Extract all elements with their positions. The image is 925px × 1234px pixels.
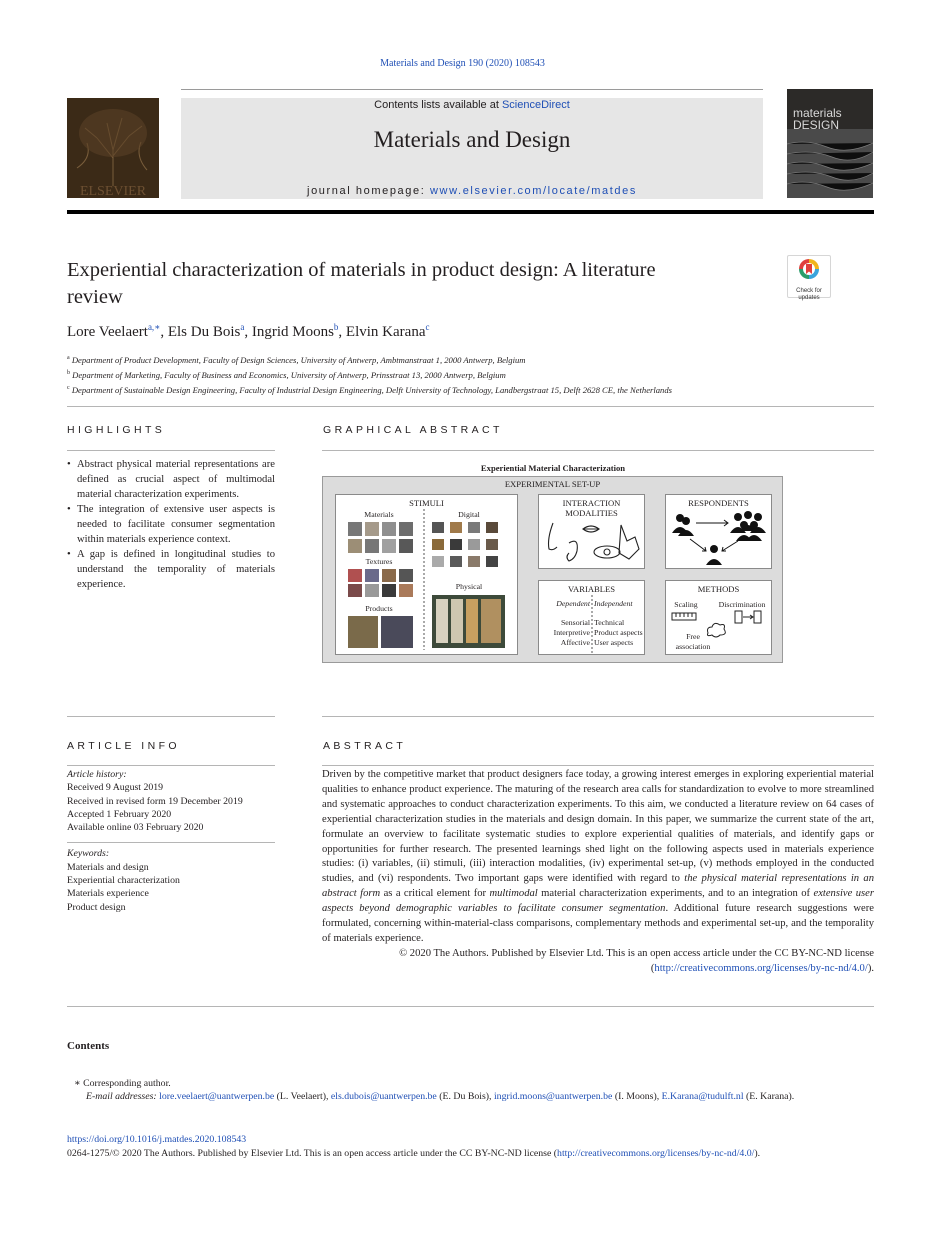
dependent-item: Sensorial	[560, 618, 590, 627]
sciencedirect-link[interactable]: ScienceDirect	[501, 99, 570, 111]
author-affil-link[interactable]: a	[240, 322, 245, 332]
journal-reference[interactable]: Materials and Design 190 (2020) 108543	[380, 58, 545, 69]
author-name: Elvin Karana	[345, 324, 426, 340]
keyword: Product design	[67, 901, 126, 913]
email-link[interactable]: ingrid.moons@uantwerpen.be	[493, 1091, 613, 1102]
svg-text:materials: materials	[793, 106, 842, 120]
history-item: Accepted 1 February 2020	[67, 808, 172, 820]
crossmark-label-2: updates	[798, 295, 820, 301]
free-association-label-2: association	[675, 642, 711, 651]
footer-license-link[interactable]: http://creativecommons.org/licenses/by-nc-nd/4.0/	[557, 1148, 755, 1159]
issn-line: 0264-1275/© 2020 The Authors. Published by Elsevier Ltd. This is an open access article under the CC BY-NC-ND license (http://creativecommons.org/licenses/by-nc-nd/4.0/).	[67, 1148, 761, 1159]
abstract-heading: ABSTRACT	[323, 740, 407, 752]
respondents-title: RESPONDENTS	[688, 498, 749, 508]
mouth-icon	[583, 526, 599, 532]
elsevier-wordmark: ELSEVIER	[79, 184, 147, 198]
materials-label: Materials	[364, 510, 394, 519]
journal-title: Materials and Design	[373, 127, 571, 152]
divider	[67, 765, 275, 766]
variables-divider	[590, 595, 594, 655]
abstract-copyright: © 2020 The Authors. Published by Elsevier Ltd. This is an open access article under the CC BY-NC-ND license (http://creativecommons.org/licenses/by-nc-nd/4.0/).	[399, 947, 874, 974]
discrimination-label: Discrimination	[718, 600, 766, 609]
people-icons	[666, 509, 771, 568]
divider	[67, 406, 874, 407]
crossmark-badge[interactable]	[787, 255, 831, 301]
highlight-item: • Abstract physical material representations are defined as crucial aspect of multimodal material characterization experiments.	[67, 457, 275, 502]
article-info	[67, 768, 275, 914]
thought-cloud-icon	[708, 623, 726, 637]
email-link[interactable]: lore.veelaert@uantwerpen.be	[159, 1091, 275, 1102]
eye-icon	[594, 546, 620, 558]
box-icon	[735, 611, 742, 623]
highlight-item: • A gap is defined in longitudinal studies to understand the temporality of materials experience.	[67, 547, 275, 592]
physical-label: Physical	[455, 582, 483, 591]
methods-panel	[665, 580, 772, 655]
textures-label: Textures	[365, 557, 393, 566]
journal-cover-image[interactable]	[787, 89, 873, 198]
history-item: Received in revised form 19 December 2019	[67, 795, 243, 807]
senses-icons	[539, 519, 644, 568]
nose-icon	[549, 523, 558, 550]
history-item: Available online 03 February 2020	[67, 822, 204, 834]
keyword: Experiential characterization	[67, 875, 180, 887]
independent-item: Technical	[594, 618, 625, 627]
author-affil-link[interactable]: a,∗	[147, 322, 161, 332]
affiliation-item: $^a$ Department of Product Development, Faculty of Design Sciences, University of Antwerp, Ambtmanstraat 1, 2000 Antwerp, Belgium	[67, 354, 526, 365]
keywords-label: Keywords:	[67, 848, 110, 860]
independent-item: User aspects	[594, 638, 634, 647]
methods-title: METHODS	[697, 584, 740, 594]
figure-title: Experiential Material Characterization	[480, 463, 626, 473]
stimuli-title: STIMULI	[409, 498, 444, 508]
author-name: Ingrid Moons	[251, 324, 334, 340]
divider	[322, 716, 874, 717]
header-bottom-rule	[67, 210, 874, 214]
author-affil-link[interactable]: b	[333, 322, 339, 332]
hand-icon	[619, 525, 639, 559]
crossmark-icon	[798, 258, 820, 282]
contents-heading: Contents	[67, 1040, 110, 1052]
email-addresses: E-mail addresses: lore.veelaert@uantwerpen.be (L. Veelaert), els.dubois@uantwerpen.be (E. Du Bois), ingrid.moons@uantwerpen.be (I. Moons), E.Karana@tudulft.nl (E. Karana).	[86, 1091, 795, 1102]
interaction-title-1: INTERACTION	[562, 498, 621, 508]
ear-icon	[567, 541, 577, 561]
corresponding-author-note: ∗ Corresponding author.	[74, 1078, 171, 1089]
keyword: Materials and design	[67, 861, 149, 873]
independent-label: Independent	[594, 599, 633, 608]
divider	[322, 450, 874, 451]
highlights-list	[67, 457, 275, 592]
author-name: Lore Veelaert	[67, 324, 148, 340]
products-label: Products	[365, 604, 393, 613]
homepage-link[interactable]: www.elsevier.com/locate/matdes	[430, 185, 637, 197]
scaling-label: Scaling	[674, 600, 698, 609]
highlights-heading: HIGHLIGHTS	[67, 424, 166, 436]
free-association-label-1: Free	[686, 632, 700, 641]
interaction-panel	[538, 494, 645, 569]
dependent-label: Dependent	[556, 599, 590, 608]
email-link[interactable]: els.dubois@uantwerpen.be	[330, 1091, 437, 1102]
variables-title: VARIABLES	[567, 584, 616, 594]
license-link[interactable]: http://creativecommons.org/licenses/by-nc-nd/4.0/	[654, 962, 868, 974]
divider	[67, 1006, 874, 1007]
keyword: Materials experience	[67, 888, 149, 900]
doi-line[interactable]	[67, 1134, 246, 1145]
affiliations	[67, 352, 874, 397]
author-list: Lore Veelaert$^{a,∗}$, Els Du Bois$^a$, Ingrid Moons$^b$, Elvin Karana$^c$	[67, 322, 430, 340]
doi-link[interactable]: https://doi.org/10.1016/j.matdes.2020.108543	[67, 1134, 247, 1145]
divider	[322, 765, 874, 766]
abstract-body: Driven by the competitive market that product designers face today, a growing interest emerges in exploring experiential material qualities to enhance product experience. The maturing of the research area calls for standardization to evolve to more streamlined and systematic approaches to conduct characterization experiments. To this aim, we conducted a literature review on 64 cases of experiential characterization studies in the materials and design domain. In this paper, we summarize the current state of the art, formulate an overview to facilitate systematic studies to explore experiential qualities of materials, and identify gaps or opportunities for further research. The presented learnings shed light on the following aspects used in materials experience studies: (i) variables, (ii) stimuli, (iii) interaction modalities, (iv) experimental set-up, (v) methods employed in the conducted studies, and (vi) respondents. Two important gaps were identified with regard to the physical material representations in an abstract form as a critical element for multimodal material characterization experiments, and to an integration of extensive user aspects beyond demographic variables to facilitate consumer segmentation. Additional future research suggestions were formulated, concerning within-material-class comparisons, complementary methods and experimental set-up, and the temporality of materials experience. © 2020 The Authors. Published by Elsevier Ltd. This is an open access article under the CC BY-NC-ND license (http://creativecommons.org/licenses/by-nc-nd/4.0/).	[322, 768, 874, 977]
stimuli-panel	[335, 494, 518, 655]
elsevier-tree-image	[67, 98, 159, 198]
figure-setup-label: EXPERIMENTAL SET-UP	[504, 479, 601, 489]
divider	[67, 450, 275, 451]
independent-item: Product aspects	[594, 628, 643, 637]
divider	[67, 716, 275, 717]
variables-panel	[538, 580, 645, 655]
highlight-item: • The integration of extensive user aspects is needed to facilitate consumer segmentation within materials experience context.	[67, 502, 275, 547]
email-link[interactable]: E.Karana@tudulft.nl	[661, 1091, 744, 1102]
graphical-abstract-heading: GRAPHICAL ABSTRACT	[323, 424, 503, 436]
dependent-item: Affective	[560, 638, 590, 647]
digital-label: Digital	[458, 510, 480, 519]
history-item: Received 9 August 2019	[67, 782, 164, 794]
author-name: Els Du Bois	[167, 324, 241, 340]
divider	[67, 842, 275, 843]
dependent-item: Interpretive	[553, 628, 590, 637]
svg-text:DESIGN: DESIGN	[793, 118, 840, 132]
affiliation-item: $^c$ Department of Sustainable Design Engineering, Faculty of Industrial Design Engineering, Delft University of Technology, Landbergstraat 15, Delft 2628 CE, the Netherlands	[67, 385, 672, 396]
article-info-heading: ARTICLE INFO	[67, 740, 180, 752]
stimuli-photos	[336, 495, 517, 654]
article-title: Experiential characterization of materials in product design: A literature review	[67, 259, 656, 308]
contents-available-line: Contents lists available at ScienceDirect	[374, 99, 570, 111]
crossmark-label-1: Check for	[796, 288, 822, 294]
author-affil-link[interactable]: c	[425, 322, 430, 332]
journal-homepage: journal homepage: www.elsevier.com/locate/matdes	[307, 185, 637, 197]
methods-icons	[666, 581, 771, 654]
respondents-panel	[665, 494, 772, 569]
affiliation-item: $^b$ Department of Marketing, Faculty of Business and Economics, University of Antwerp, Prinsstraat 13, 2000 Antwerp, Belgium	[67, 370, 506, 381]
interaction-title-2: MODALITIES	[565, 508, 618, 518]
elsevier-logo[interactable]	[67, 98, 159, 198]
header-top-rule	[181, 89, 763, 90]
history-label: Article history:	[67, 769, 127, 780]
